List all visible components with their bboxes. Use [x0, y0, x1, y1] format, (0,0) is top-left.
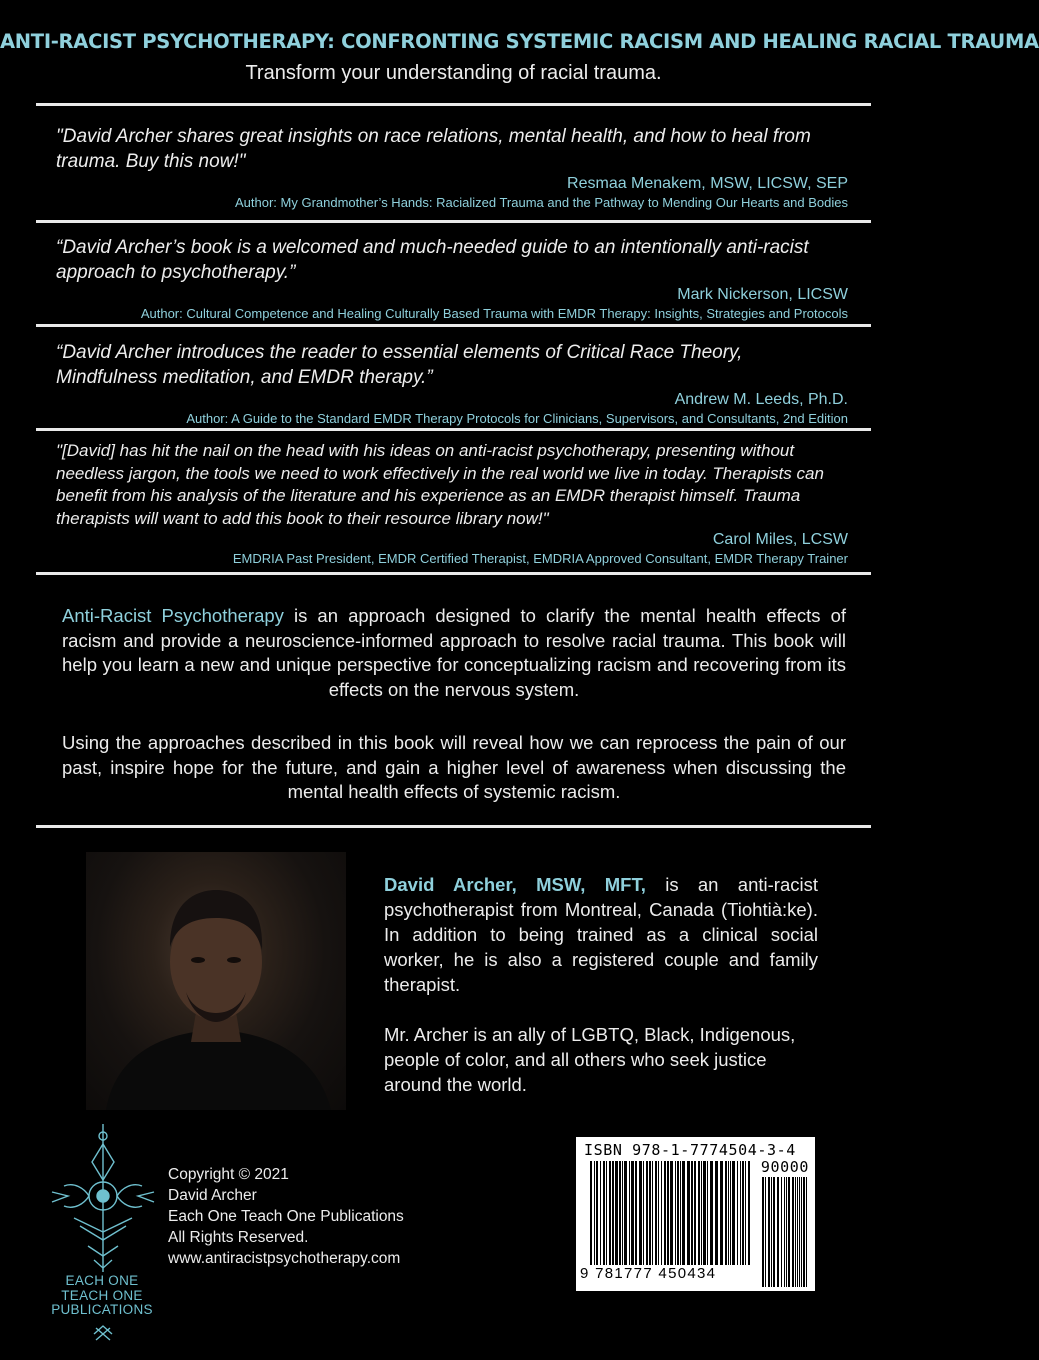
- book-tagline: Transform your understanding of racial trauma.: [245, 62, 662, 84]
- copyright-line: All Rights Reserved.: [168, 1229, 309, 1246]
- divider: [36, 324, 871, 327]
- book-description: [62, 604, 846, 702]
- quote-author-role: Author: Cultural Competence and Healing Culturally Based Trauma with EMDR Therapy: Insights, Strategies and Protocols: [140, 306, 848, 321]
- description-text: is an approach designed to clarify the mental health effects of racism and provide a neuroscience-informed approach to resolve racial trauma. This book will help you learn a new and unique perspective for conceptualizing racism and recovering from its effects on the nervous system.: [62, 605, 846, 700]
- author-bio-2: Mr. Archer is an ally of LGBTQ, Black, Indigenous, people of color, and all others who seek justice around the world.: [384, 1024, 796, 1095]
- book-title: ANTI-RACIST PSYCHOTHERAPY: CONFRONTING SYSTEMIC RACISM AND HEALING RACIAL TRAUMA: [0, 30, 1039, 53]
- logo-line: EACH ONE: [65, 1273, 139, 1288]
- divider: [36, 220, 871, 223]
- isbn-barcode: [576, 1137, 815, 1291]
- logo-line: TEACH ONE: [61, 1287, 143, 1303]
- divider: [36, 428, 871, 431]
- description-highlight: Anti-Racist Psychotherapy: [62, 605, 284, 626]
- divider: [36, 572, 871, 575]
- author-portrait-icon: [86, 852, 346, 1110]
- copyright-block: [168, 1164, 404, 1269]
- quote-text: "David Archer shares great insights on race relations, mental health, and how to heal from trauma. Buy this now!": [56, 126, 811, 172]
- endorsement-quote: [56, 340, 848, 428]
- isbn-label: ISBN 978-1-7774504-3-4: [584, 1141, 796, 1159]
- copyright-line: David Archer: [168, 1187, 257, 1204]
- quote-text: “David Archer’s book is a welcomed and much-needed guide to an intentionally anti-racist approach to psychotherapy.”: [56, 237, 809, 283]
- book-description-2: Using the approaches described in this book will reveal how we can reprocess the pain of our past, inspire hope for the future, and gain a higher level of awareness when discussing the mental health effects of systemic racism.: [62, 732, 846, 802]
- quote-author-role: EMDRIA Past President, EMDR Certified Therapist, EMDRIA Approved Consultant, EMDR Therapy Trainer: [232, 551, 848, 566]
- endorsement-quote: [56, 235, 848, 323]
- divider: [36, 825, 871, 828]
- quote-author: Carol Miles, LCSW: [712, 531, 848, 548]
- quote-text: “David Archer introduces the reader to essential elements of Critical Race Theory, Mindfulness meditation, and EMDR therapy.”: [56, 342, 743, 388]
- quote-author-role: Author: A Guide to the Standard EMDR Therapy Protocols for Clinicians, Supervisors, and Consultants, 2nd Edition: [186, 411, 848, 426]
- endorsement-quote: [56, 440, 848, 568]
- logo-line: PUBLICATIONS: [51, 1302, 153, 1317]
- copyright-line: Each One Teach One Publications: [168, 1208, 404, 1225]
- author-photo: [86, 852, 346, 1110]
- publisher-logo-text: [40, 1274, 164, 1318]
- copyright-line: Copyright © 2021: [168, 1166, 289, 1183]
- price-code: 90000: [760, 1158, 809, 1176]
- ean-digits: 9 781777 450434: [580, 1265, 717, 1282]
- author-bio-text: is an anti-racist psychotherapist from Montreal, Canada (Tiohtià:ke). In addition to being trained as a clinical social worker, he is also a registered couple and family therapist.: [384, 874, 818, 995]
- endorsement-quote: [56, 124, 848, 212]
- quote-author: Andrew M. Leeds, Ph.D.: [674, 391, 848, 408]
- quote-author: Resmaa Menakem, MSW, LICSW, SEP: [567, 175, 848, 192]
- copyright-url: www.antiracistpsychotherapy.com: [168, 1250, 401, 1267]
- quote-text: "[David] has hit the nail on the head with his ideas on anti-racist psychotherapy, presenting without needless jargon, the tools we need to work effectively in the real world we live in today. Therapists can benefit from his analysis of the literature and his experience as an EMDR therapist himself. Trauma therapists will want to add this book to their resource library now!": [56, 441, 824, 528]
- author-name: David Archer, MSW, MFT,: [384, 874, 646, 895]
- quote-author-role: Author: My Grandmother’s Hands: Racialized Trauma and the Pathway to Mending Our Hearts and Bodies: [235, 195, 848, 210]
- quote-author: Mark Nickerson, LICSW: [677, 286, 848, 303]
- divider: [36, 103, 871, 106]
- author-bio: [384, 872, 818, 997]
